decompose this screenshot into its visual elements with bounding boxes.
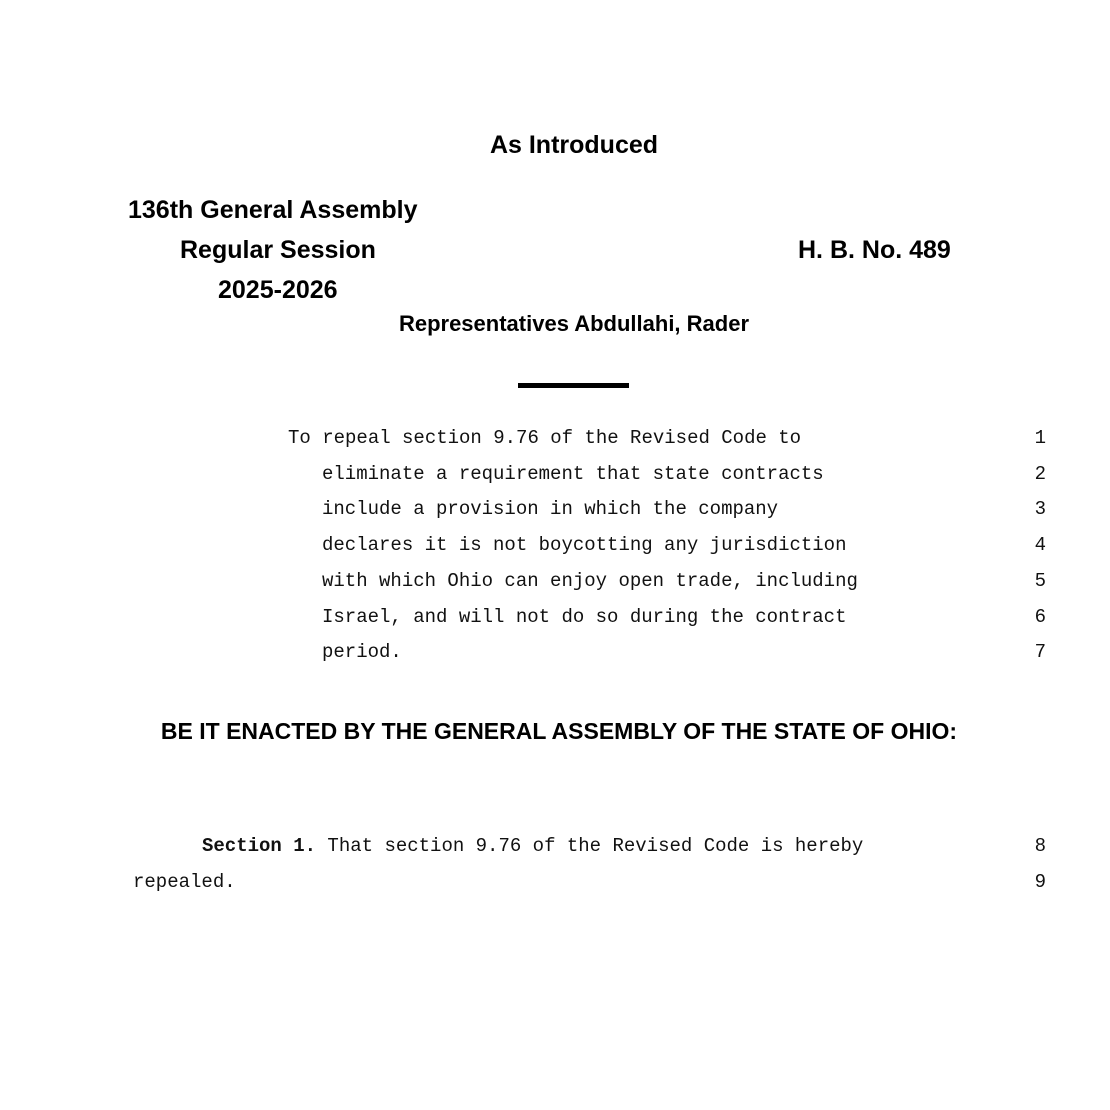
- line-number: 6: [1034, 606, 1046, 628]
- title-line: with which Ohio can enjoy open trade, including: [322, 570, 858, 592]
- title-line: period.: [322, 641, 402, 663]
- section-text: That section 9.76 of the Revised Code is hereby: [316, 835, 864, 857]
- section-continuation: repealed.: [133, 871, 236, 893]
- section-first-line: [202, 836, 863, 856]
- title-line: eliminate a requirement that state contracts: [322, 463, 824, 485]
- line-number: 4: [1034, 534, 1046, 556]
- title-line: Israel, and will not do so during the contract: [322, 606, 847, 628]
- line-number: 7: [1034, 641, 1046, 663]
- general-assembly: 136th General Assembly: [128, 196, 418, 224]
- title-line: include a provision in which the company: [322, 498, 779, 520]
- session-type: Regular Session: [180, 236, 376, 264]
- bill-status: As Introduced: [489, 131, 659, 159]
- title-line: To repeal section 9.76 of the Revised Code to: [288, 427, 802, 449]
- line-number: 5: [1034, 570, 1046, 592]
- sponsors: Representatives Abdullahi, Rader: [398, 311, 750, 336]
- line-number: 3: [1034, 498, 1046, 520]
- section-label: Section 1.: [202, 835, 317, 857]
- line-number: 2: [1034, 463, 1046, 485]
- header-divider: [518, 383, 629, 388]
- line-number: 8: [1034, 835, 1046, 857]
- enacting-clause: BE IT ENACTED BY THE GENERAL ASSEMBLY OF THE STATE OF OHIO:: [160, 718, 958, 744]
- bill-number: H. B. No. 489: [798, 236, 951, 264]
- line-number: 1: [1034, 427, 1046, 449]
- session-years: 2025-2026: [218, 276, 338, 304]
- line-number: 9: [1034, 871, 1046, 893]
- title-line: declares it is not boycotting any jurisdiction: [322, 534, 847, 556]
